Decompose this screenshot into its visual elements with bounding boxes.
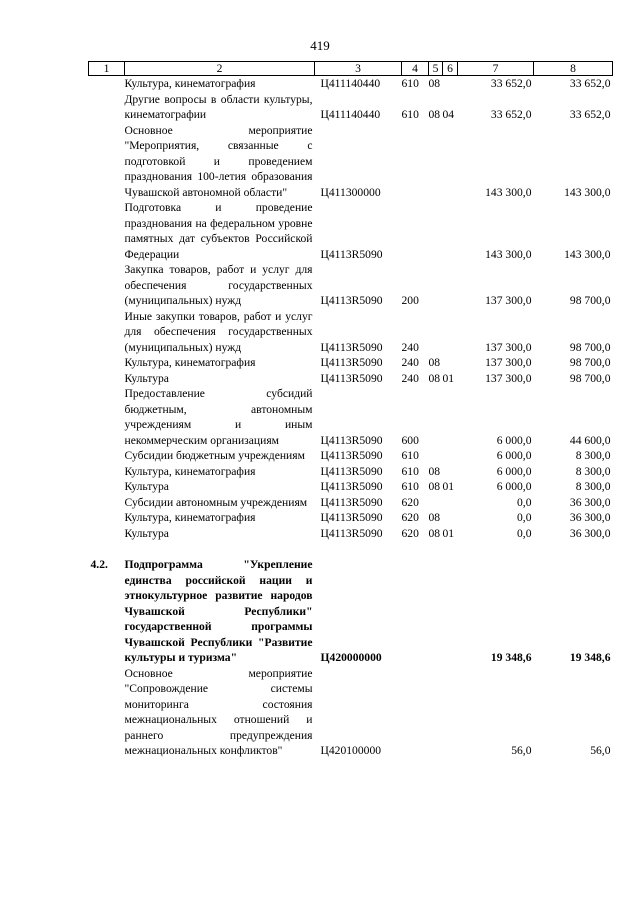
row-subsection (443, 448, 458, 464)
row-code: Ц4113R5090 (320, 526, 383, 540)
row-expense-type: 200 (401, 294, 419, 307)
row-section: 08 (428, 356, 441, 369)
row-section: 08 (428, 480, 441, 493)
row-amount-col7: 137 300,0 (485, 371, 532, 385)
row-index (89, 123, 125, 201)
row-index (89, 464, 125, 480)
row-index (89, 262, 125, 309)
col-header-8: 8 (534, 62, 613, 76)
row-amount-col8: 98 700,0 (569, 340, 611, 354)
row-amount-col7: 6 000,0 (496, 433, 532, 447)
budget-table (88, 61, 613, 759)
row-code: Ц411140440 (320, 77, 381, 90)
row-expense-type: 610 (401, 449, 419, 462)
page-number: 419 (310, 38, 330, 53)
row-index (89, 526, 125, 542)
row-name: Культура (124, 480, 169, 493)
table-row (89, 666, 613, 759)
table-row (89, 355, 613, 371)
row-code: Ц411300000 (320, 185, 381, 199)
table-row (89, 464, 613, 480)
row-amount-col8: 36 300,0 (569, 526, 611, 540)
row-name: Субсидии автономным учреждениям (124, 495, 308, 509)
row-section (429, 386, 443, 448)
row-code: Ц420100000 (320, 744, 382, 757)
row-code: Ц4113R5090 (320, 480, 383, 493)
col-header-5: 5 (429, 62, 443, 76)
row-code: Ц4113R5090 (320, 511, 383, 524)
row-amount-col7: 33 652,0 (490, 77, 532, 90)
col-header-2: 2 (125, 62, 315, 76)
row-expense-type: 610 (401, 464, 419, 478)
table-row (89, 448, 613, 464)
row-name: Подпрограмма "Укрепление единства российской нации и этнокультурное развитие народов Чувашской Республики" государственной программы Чувашской Республики "Развитие культуры и туризма" (124, 558, 313, 664)
row-code: Ц4113R5090 (320, 294, 383, 307)
row-subsection: 01 (442, 526, 455, 540)
row-subsection (443, 262, 458, 309)
row-section (429, 262, 443, 309)
row-code: Ц4113R5090 (320, 433, 383, 447)
row-code: Ц4113R5090 (320, 495, 383, 509)
row-section: 08 (428, 511, 441, 524)
row-subsection: 01 (442, 371, 455, 385)
spacer-cell (89, 541, 613, 557)
row-name: Предоставление субсидий бюджетным, автономным учреждениям и иным некоммерческим организациям (124, 387, 313, 447)
row-expense-type: 610 (401, 108, 419, 121)
row-code: Ц4113R5090 (320, 464, 383, 478)
row-name: Основное мероприятие "Сопровождение системы мониторинга состояния межнациональных отношений и раннего предупреждения межнациональных конфликтов" (124, 666, 313, 757)
row-expense-type (402, 557, 429, 666)
table-row (89, 92, 613, 123)
table-row (89, 495, 613, 511)
row-amount-col8: 8 300,0 (575, 464, 611, 478)
row-amount-col7: 143 300,0 (485, 185, 532, 199)
row-subsection (443, 355, 458, 371)
row-expense-type: 600 (401, 433, 419, 447)
row-section (429, 666, 443, 759)
row-expense-type: 620 (401, 526, 419, 540)
col-header-6: 6 (443, 62, 458, 76)
row-name: Культура, кинематография (124, 356, 256, 369)
row-amount-col7: 19 348,6 (490, 651, 532, 664)
row-code: Ц4113R5090 (320, 340, 383, 354)
row-code: Ц411140440 (320, 108, 381, 121)
column-number-row (89, 62, 613, 76)
row-name: Культура (124, 371, 169, 385)
row-expense-type: 620 (401, 495, 419, 509)
row-amount-col7: 0,0 (517, 511, 532, 524)
row-amount-col8: 36 300,0 (569, 511, 611, 524)
row-subsection (443, 200, 458, 262)
row-subsection: 01 (442, 480, 455, 493)
table-row (89, 371, 613, 387)
row-index (89, 76, 125, 92)
row-amount-col7: 137 300,0 (485, 294, 532, 307)
row-index (89, 386, 125, 448)
row-amount-col8: 33 652,0 (569, 77, 611, 90)
col-header-7: 7 (458, 62, 534, 76)
row-subsection (443, 510, 458, 526)
row-amount-col8: 98 700,0 (569, 356, 611, 369)
row-code: Ц4113R5090 (320, 371, 383, 385)
table-row (89, 557, 613, 666)
row-amount-col7: 0,0 (517, 495, 532, 509)
row-amount-col8: 19 348,6 (569, 651, 611, 664)
row-code: Ц4113R5090 (320, 247, 383, 261)
row-name: Основное мероприятие "Мероприятия, связанные с подготовкой и проведением празднования 100-летия образования Чувашской автономной области" (124, 123, 313, 199)
row-index (89, 371, 125, 387)
row-amount-col7: 0,0 (517, 526, 532, 540)
row-code: Ц4113R5090 (320, 449, 383, 462)
row-expense-type (402, 666, 429, 759)
row-expense-type: 240 (401, 356, 419, 369)
table-row (89, 386, 613, 448)
row-amount-col7: 6 000,0 (496, 480, 532, 493)
row-subsection (443, 123, 458, 201)
row-name: Подготовка и проведение празднования на федеральном уровне памятных дат субъектов Российской Федерации (124, 201, 313, 261)
row-amount-col8: 143 300,0 (564, 247, 611, 261)
row-amount-col7: 6 000,0 (496, 449, 532, 462)
row-section (429, 309, 443, 356)
row-name: Закупка товаров, работ и услуг для обеспечения государственных (муниципальных) нужд (124, 263, 313, 307)
row-amount-col8: 98 700,0 (569, 371, 611, 385)
table-row (89, 200, 613, 262)
table-row (89, 510, 613, 526)
row-index (89, 355, 125, 371)
row-index (89, 309, 125, 356)
table-row (89, 262, 613, 309)
row-index (89, 479, 125, 495)
row-subsection: 04 (442, 108, 455, 121)
row-name: Культура (124, 526, 169, 540)
row-amount-col8: 56,0 (590, 744, 611, 757)
col-header-1: 1 (89, 62, 125, 76)
row-index (89, 666, 125, 759)
row-section: 08 (428, 464, 441, 478)
row-amount-col8: 98 700,0 (569, 294, 611, 307)
row-amount-col8: 36 300,0 (569, 495, 611, 509)
row-section (429, 448, 443, 464)
row-section (429, 557, 443, 666)
row-index (89, 200, 125, 262)
table-body (89, 76, 613, 759)
row-expense-type: 620 (401, 511, 419, 524)
row-section: 08 (428, 526, 441, 540)
row-amount-col8: 8 300,0 (575, 449, 611, 462)
row-subsection (443, 309, 458, 356)
row-amount-col7: 137 300,0 (485, 356, 532, 369)
row-expense-type (402, 200, 429, 262)
row-name: Культура, кинематография (124, 464, 256, 478)
row-amount-col7: 137 300,0 (485, 340, 532, 354)
row-subsection (443, 495, 458, 511)
row-expense-type: 240 (401, 371, 419, 385)
col-header-4: 4 (402, 62, 429, 76)
table-row (89, 479, 613, 495)
row-index (89, 92, 125, 123)
row-expense-type (402, 123, 429, 201)
col-header-3: 3 (315, 62, 402, 76)
row-amount-col7: 6 000,0 (496, 464, 532, 478)
row-subsection (443, 557, 458, 666)
row-code: Ц4113R5090 (320, 356, 383, 369)
row-index (89, 495, 125, 511)
row-subsection (443, 76, 458, 92)
row-index (89, 448, 125, 464)
row-amount-col7: 56,0 (511, 744, 532, 757)
row-name: Культура, кинематография (124, 77, 256, 90)
table-row (89, 123, 613, 201)
row-section (429, 200, 443, 262)
row-amount-col8: 8 300,0 (575, 480, 611, 493)
row-expense-type: 610 (401, 77, 419, 90)
row-amount-col8: 143 300,0 (564, 185, 611, 199)
row-expense-type: 610 (401, 480, 419, 493)
row-amount-col8: 33 652,0 (569, 108, 611, 121)
table-row (89, 309, 613, 356)
row-section: 08 (428, 108, 441, 121)
row-code: Ц420000000 (320, 651, 382, 664)
row-amount-col7: 33 652,0 (490, 108, 532, 121)
row-amount-col8: 44 600,0 (569, 433, 611, 447)
row-expense-type: 240 (401, 340, 419, 354)
row-section (429, 495, 443, 511)
row-subsection (443, 386, 458, 448)
row-index: 4.2. (90, 558, 108, 571)
spacer-row (89, 541, 613, 557)
row-name: Субсидии бюджетным учреждениям (124, 449, 305, 462)
row-subsection (443, 666, 458, 759)
table-row (89, 526, 613, 542)
row-name: Культура, кинематография (124, 511, 256, 524)
row-name: Другие вопросы в области культуры, кинематографии (124, 92, 313, 121)
row-subsection (443, 464, 458, 480)
row-section (429, 123, 443, 201)
row-amount-col7: 143 300,0 (485, 247, 532, 261)
row-section: 08 (428, 77, 441, 90)
row-name: Иные закупки товаров, работ и услуг для обеспечения государственных (муниципальных) нужд (124, 309, 313, 354)
row-index (89, 510, 125, 526)
row-section: 08 (428, 371, 441, 385)
table-row (89, 76, 613, 92)
